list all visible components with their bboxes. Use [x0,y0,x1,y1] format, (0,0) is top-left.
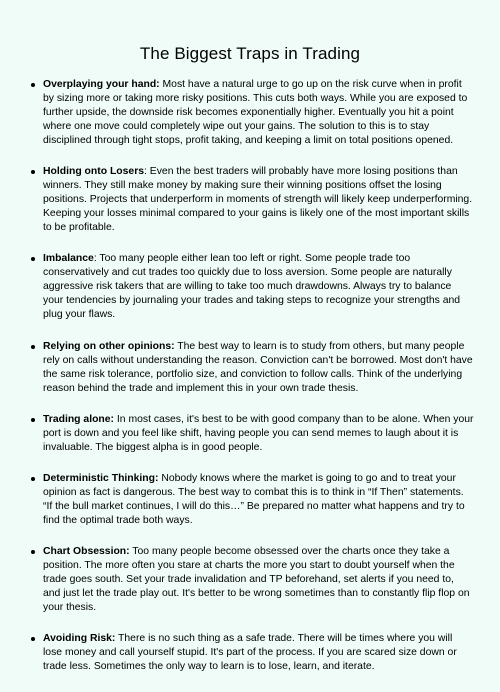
item-text: In most cases, it's best to be with good company than to be alone. When your port is down and you feel like shift, having people you can send memes to laugh about it is invaluable. The biggest alpha is in good people. [43,413,474,453]
list-item [28,472,474,528]
list-item [28,413,474,455]
list-item [28,340,474,396]
bullet-icon [31,345,35,349]
bullet-icon [31,637,35,641]
item-text: Too many people become obsessed over the charts once they take a position. The more often you stare at charts the more you start to doubt yourself when the trade goes south. Set your trade invalidation and TP beforehand, set alerts if you need to, and just let the trade play out. It's better to be wrong sometimes than to constantly flip flop on your thesis. [43,546,470,614]
list-item [28,632,474,674]
item-text: : Too many people either lean too left or right. Some people trade too conservatively and cut trades too quickly due to loss aversion. Some people are naturally aggressive risk takers that are willing to take too much drawdowns. Always try to balance your tendencies by journaling your trades and taking steps to recognize your strengths and plug your flaws. [43,253,461,321]
bullet-icon [31,418,35,422]
item-text: Most have a natural urge to go up on the risk curve when in profit by sizing more or taking more risky positions. This cuts both ways. While you are exposed to further upside, the downside risk becomes exponentially higher. Eventually you hit a point where one move could completely wipe out your gains. The solution to this is to stay disciplined through tight stops, profit taking, and keeping a limit on total positions opened. [43,79,468,146]
item-heading: Holding onto Losers [43,166,145,178]
item-text: There is no such thing as a safe trade. There will be times where you will lose money and call yourself stupid. It's part of the process. If you are scared size down or trade less. Sometimes the only way to learn is to lose, learn, and iterate. [43,633,457,673]
bullet-icon [31,170,35,174]
item-heading: Trading alone: [43,413,115,425]
bullet-icon [31,257,35,261]
item-heading: Overplaying your hand: [43,79,160,90]
item-heading: Deterministic Thinking: [43,472,159,484]
item-heading: Avoiding Risk: [43,633,116,645]
item-text: Nobody knows where the market is going to go and to treat your opinion as fact is dangerous. The best way to combat this is to think in “If Then” statements. “If the bull market continues, I will do this…” Be prepared no matter what happens and try to find the optimal trade both ways. [43,472,465,526]
traps-list [28,78,474,692]
item-heading: Imbalance [43,253,94,265]
list-item [28,165,474,235]
list-item [28,545,474,615]
list-item [28,78,474,148]
bullet-icon [31,550,35,554]
bullet-icon [31,83,35,87]
item-heading: Chart Obsession: [43,546,130,558]
item-text: The best way to learn is to study from others, but many people rely on calls without understanding the reason. Conviction can't be borrowed. Most don't have the same risk tolerance, portfolio size, and conviction to follow calls. Think of the underlying reason behind the trade and implement this in your own trade thesis. [43,340,473,394]
list-item [28,252,474,322]
item-heading: Relying on other opinions: [43,340,175,352]
page-title: The Biggest Traps in Trading [139,44,361,64]
bullet-icon [31,477,35,481]
item-text: : Even the best traders will probably have more losing positions than winners. They still make money by making sure their winning positions offset the losing positions. Projects that underperform in moments of strength will likely keep underperforming. Keeping your losses minimal compared to your gains is likely one of the most important skills to be profitable. [43,166,473,234]
